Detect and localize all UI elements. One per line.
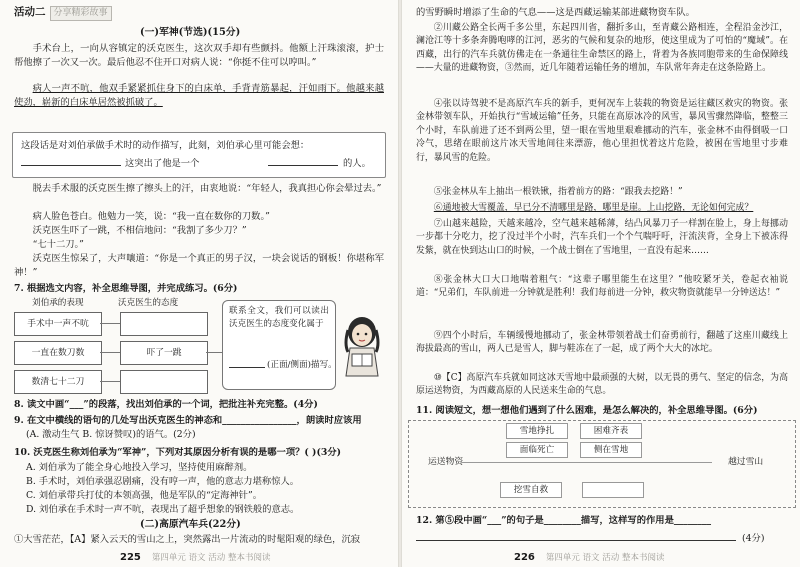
passage1-paragraph6: “七十二刀。” [32, 239, 84, 250]
fishbone-blank-node[interactable] [582, 482, 644, 498]
mindmap-connector-right [206, 352, 222, 353]
mindmap-head-left: 刘伯承的表现 [32, 298, 84, 308]
fishbone-end: 越过雪山 [728, 457, 764, 467]
question-7: 7. 根据选文内容，补全思维导图，并完成练习。(6分) [14, 283, 238, 294]
passage2-paragraph0: 的雪野瞬时增添了生命的气息——这是西藏运输某部进藏物资车队。 [416, 7, 695, 18]
passage2-paragraph2: ②川藏公路全长两千多公里，东起四川省，翻折多山，至青藏公路相连，全程沿金沙江，澜沧江等十多条奔腾咆哮的江河，恶劣的气候和复杂的地形，使这里成为了可怕的“魔域”。在西藏，出行的汽车兵就仿佛走在一条通往生命禁区的路上，背着为各族同胞带来的生命保障线——大量的进藏物资，③然而，近几年随着运输任务的增加，车队常年奔走在这条险路上。 [416, 23, 788, 74]
question-12: 12. 第⑤段中画“___”的句子是________描写，这样写的作用是________ [416, 515, 712, 526]
question-10-option-a[interactable]: A. 刘伯承为了能全身心地投入学习，坚持使用麻醉剂。 [26, 462, 253, 473]
question-10-option-d[interactable]: D. 刘伯承在手术时一声不吭，表现出了超乎想象的钢铁般的意志。 [26, 504, 300, 515]
fishbone-node-3: 面临死亡 [506, 442, 568, 458]
right-page-number: 226 [514, 552, 535, 563]
section1-title: (一)军神(节选)(15分) [140, 27, 241, 38]
passage1-paragraph5: 沃克医生吓了一跳，不相信地问：“我割了多少刀？” [32, 225, 247, 236]
passage2-paragraph9: ⑨四个小时后，车辆缓慢地挪动了，张金林带领着战士们奋勇前行，翻越了这座川藏线上海拔最高的雪山，两人已是雪人，脚与鞋冻在了一起，成了两个大大的冰坨。 [416, 331, 788, 355]
fishbone-start: 运送物资 [428, 457, 464, 467]
mindmap-left-node-3: 数清七十二刀 [14, 370, 102, 394]
section2-title: (二)高原汽车兵(22分) [140, 519, 241, 530]
passage1-paragraph2: 病人一声不吭，他双手紧紧抓住身下的白床单，手背青筋暴起，汗如雨下。他越来越使劲，崭新的白床单居然被抓破了。 [14, 83, 384, 108]
left-footer [120, 551, 270, 565]
passage2-paragraph6: ⑥通地被大雪覆盖，早已分不清哪里是路，哪里是崖。上山挖路，无论如何完成？ [433, 203, 754, 213]
passage2-paragraph8: ⑧张金林大口大口地喘着粗气：“这辈子哪里能生在这里？”他咬紧牙关，卷起衣袖说道：“兄弟们，车队前进一分钟就是胜利！我们每前进一分钟，救灾物资就能早一分钟送达！” [416, 275, 788, 299]
question-12-score: (4分) [742, 533, 765, 544]
mindmap-right-text: 联系全文，我们可以读出沃克医生的态度变化属于 [229, 306, 329, 329]
mindmap-mid-node-1[interactable] [120, 312, 208, 336]
annotation-box [12, 132, 386, 178]
mindmap-right-blank[interactable] [229, 357, 265, 368]
mindmap-mid-node-3[interactable] [120, 370, 208, 394]
mindmap-left-node-1: 手术中一声不吭 [14, 312, 102, 336]
activity-heading [14, 6, 112, 21]
question-11: 11. 阅读短文，想一想他们遇到了什么困难，是怎么解决的，补全思维导图。(6分) [416, 405, 758, 416]
fishbone-spine [462, 462, 712, 463]
mindmap-head-mid: 沃克医生的态度 [118, 298, 179, 308]
annotation-blank2[interactable] [268, 155, 338, 166]
question-10: 10. 沃克医生称刘伯承为“军神”，下列对其原因分析有误的是哪一项？( )(3分) [14, 447, 342, 458]
mindmap-connector-2 [100, 352, 120, 353]
annotation-line1: 这段话是对刘伯承做手术时的动作描写，此刻，刘伯承心里可能会想： [21, 140, 310, 151]
fishbone-node-2: 困难齐表 [580, 423, 642, 439]
mindmap-left-node-2: 一直在数刀数 [14, 341, 102, 365]
question-9: 9. 在文中横线的语句的几处写出沃克医生的神态和________________，朗读时应该用 [14, 415, 362, 426]
mindmap-connector-3 [100, 381, 120, 382]
passage2-paragraph5: ⑤张金林从车上抽出一根铁锹，指着前方的路：“跟我去挖路！” [433, 187, 683, 197]
fishbone-node-5: 挖雪自救 [500, 482, 562, 498]
mindmap-connector-1 [100, 323, 120, 324]
passage2-paragraph4: ④张以诗驾驶不是高原汽车兵的新手，更何况车上装载的物资是运往藏区救灾的物资。张金林带领车队，开始执行“雪域运输”任务，只能在高原冰冷的风雪，暴风雪骤然降临，整整三个小时，车队前进了还不到两公里，望一眼在雪地里艰难挪动的汽车，张金林不由得倒吸一口冷气，思绪在眼前这片冰天雪地间往来漂游，他心里担忧着这片危险，被困在雪地里寸步难行，暴风雪的危险。 [416, 99, 788, 163]
question-10-option-b[interactable]: B. 手术时，刘伯承强忍剧痛，没有哼一声，他的意志力堪称惊人。 [26, 476, 300, 487]
question-10-option-c[interactable]: C. 刘伯承带兵打仗的本领高强，他是军队的“定海神针”。 [26, 490, 263, 501]
mindmap-right-end: (正面/侧面)描写。 [267, 360, 337, 370]
annotation-blank1[interactable] [21, 155, 121, 166]
passage1-paragraph4: 病人脸色苍白。他勉力一笑，说：“我一直在数你的刀数。” [32, 211, 270, 222]
passage1-paragraph3: 脱去手术服的沃克医生擦了擦头上的汗，由衷地说：“年轻人，我真担心你会晕过去。” [32, 183, 382, 194]
mindmap-mid-node-2: 吓了一跳 [120, 341, 208, 365]
annotation-line2: 这突出了他是一个 [125, 158, 200, 169]
fishbone-node-4: 侧在雪地 [580, 442, 642, 458]
right-page [402, 0, 800, 567]
left-footer-text: 第四单元 语文 活动 整本书阅读 [151, 553, 271, 563]
left-page [0, 0, 398, 567]
annotation-line2-end: 的人。 [343, 158, 371, 169]
activity-label: 活动二 [14, 6, 46, 18]
mindmap-right-bubble [222, 300, 336, 390]
passage2-paragraph7: ⑦山越来越险，天越来越冷，空气越来越稀薄，结凸风暴刀子一样割在脸上，身上每挪动一步都十分吃力，挖了没过半个小时，汽车兵们一个个气喘吁吁，汗流浃背，全身上下被冻得发紫，就在快到达山口的时候，一个战士倒在了雪地里，一直没有起来…… [416, 219, 788, 256]
right-footer-text: 第四单元 语文 活动 整本书阅读 [545, 553, 665, 563]
section2-paragraph1: ①大雪茫茫，【A】紧入云天的雪山之上，突然露出一片流动的时髦阳观的绿色，沉寂 [14, 534, 361, 545]
girl-reading-icon [338, 312, 386, 378]
activity-stamp: 分享精彩故事 [50, 6, 112, 21]
passage1-paragraph1: 手术台上，一向从容镇定的沃克医生，这次双手却有些颤抖。他额上汗珠滚滚，护士帮他擦了一次又一次。最后他忍不住开口对病人说：“你挺不住可以哼叫。” [14, 43, 384, 68]
question-9-options: (A. 激动生气 B. 惊讶赞叹)的语气。(2分) [26, 429, 196, 440]
passage2-paragraph10: ⑩【C】高原汽车兵就如同这冰天雪地中最顽强的大树，以无畏的勇气、坚定的信念，为高原运送物资，为西藏高原的人民送来生命的气息。 [416, 373, 788, 397]
right-footer [514, 551, 664, 565]
question-8: 8. 读文中画“___”的段落，找出刘伯承的一个词，把批注补充完整。(4分) [14, 399, 318, 410]
fishbone-node-1: 雪地挣扎 [506, 423, 568, 439]
passage1-paragraph7: 沃克医生惊呆了，大声嚷道：“你是一个真正的男子汉，一块会说话的钢板！你堪称军神！” [14, 253, 384, 278]
left-page-number: 225 [120, 552, 141, 563]
question-12-answer-line[interactable] [416, 530, 736, 541]
